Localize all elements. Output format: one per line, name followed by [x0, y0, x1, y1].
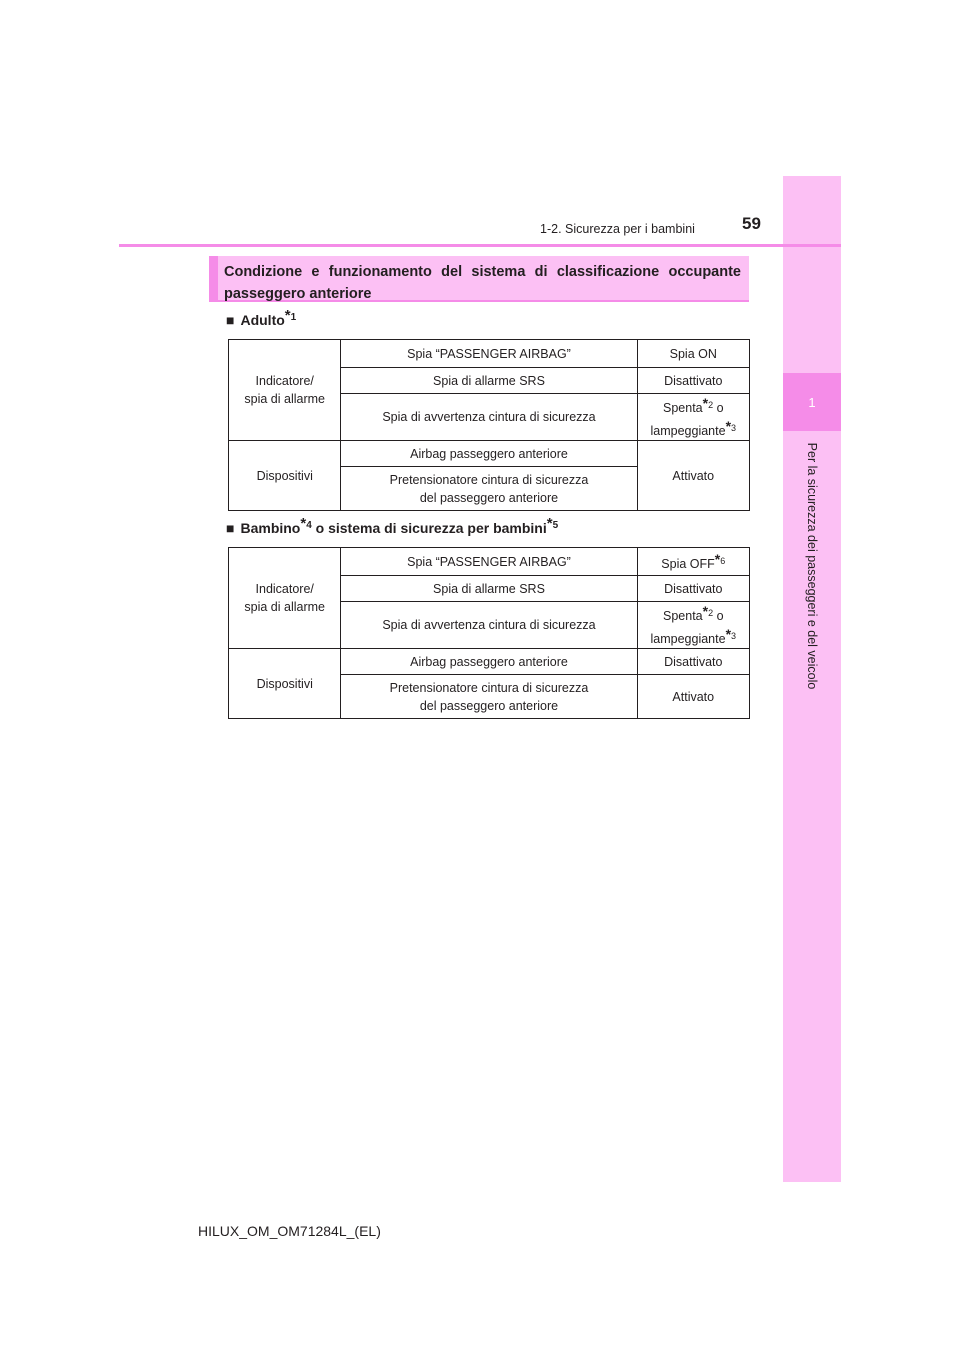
- row-label: Airbag passeggero anteriore: [341, 441, 637, 467]
- square-bullet-icon: ■: [226, 520, 235, 536]
- row-label: Spia di avvertenza cintura di sicurezza: [341, 394, 637, 441]
- adult-table: [228, 339, 750, 511]
- row-value: Spenta$^{*2}$ o lampeggiante$^{*3}$: [637, 394, 749, 441]
- page-number: 59: [742, 214, 761, 233]
- chapter-number-tab[interactable]: [783, 373, 841, 431]
- row-value: Spia ON: [637, 340, 749, 368]
- row-value: Spia OFF$^{*6}$: [637, 548, 749, 576]
- chapter-number: 1: [808, 394, 816, 410]
- indicator-group-cell: Indicatore/ spia di allarme: [229, 340, 341, 441]
- row-label: Spia “PASSENGER AIRBAG”: [341, 340, 637, 368]
- child-table: [228, 547, 750, 719]
- running-head: 1-2. Sicurezza per i bambini: [540, 222, 695, 236]
- row-label: Spia “PASSENGER AIRBAG”: [341, 548, 637, 576]
- row-label: Airbag passeggero anteriore: [341, 649, 637, 675]
- row-value: Attivato: [637, 441, 749, 511]
- adult-heading-text: Adulto: [240, 312, 285, 328]
- row-label: Spia di allarme SRS: [341, 576, 637, 602]
- indicator-group-cell: Indicatore/ spia di allarme: [229, 548, 341, 649]
- table-row: [229, 548, 750, 576]
- row-label: Pretensionatore cintura di sicurezza del passeggero anteriore: [341, 467, 637, 511]
- devices-group-cell: Dispositivi: [229, 649, 341, 719]
- header-rule: [119, 244, 841, 247]
- row-label: Pretensionatore cintura di sicurezza del passeggero anteriore: [341, 675, 637, 719]
- square-bullet-icon: ■: [226, 312, 235, 328]
- row-value: Attivato: [637, 675, 749, 719]
- row-label: Spia di avvertenza cintura di sicurezza: [341, 602, 637, 649]
- section-accent-bar: [209, 256, 218, 302]
- footnote-ref: *4: [300, 515, 312, 532]
- row-value: Spenta$^{*2}$ o lampeggiante$^{*3}$: [637, 602, 749, 649]
- footnote-ref: *1: [284, 307, 297, 324]
- table-row: [229, 441, 750, 467]
- row-value: Disattivato: [637, 649, 749, 675]
- section-title: Condizione e funzionamento del sistema di classificazione occupante passeggero anteriore: [224, 264, 741, 302]
- table-row: [229, 649, 750, 675]
- row-label: Spia di allarme SRS: [341, 368, 637, 394]
- footnote-ref: *5: [546, 515, 559, 532]
- devices-group-cell: Dispositivi: [229, 441, 341, 511]
- row-value: Disattivato: [637, 576, 749, 602]
- table-row: [229, 340, 750, 368]
- row-value: Disattivato: [637, 368, 749, 394]
- chapter-title: Per la sicurezza dei passeggeri e del veicolo: [805, 442, 819, 690]
- section-heading-box: [209, 256, 749, 302]
- child-heading: ■ Bambino$^{*4}$ o sistema di sicurezza per bambini$^{*5}$: [226, 515, 559, 536]
- adult-heading: [226, 307, 296, 328]
- document-code: HILUX_OM_OM71284L_(EL): [198, 1223, 381, 1239]
